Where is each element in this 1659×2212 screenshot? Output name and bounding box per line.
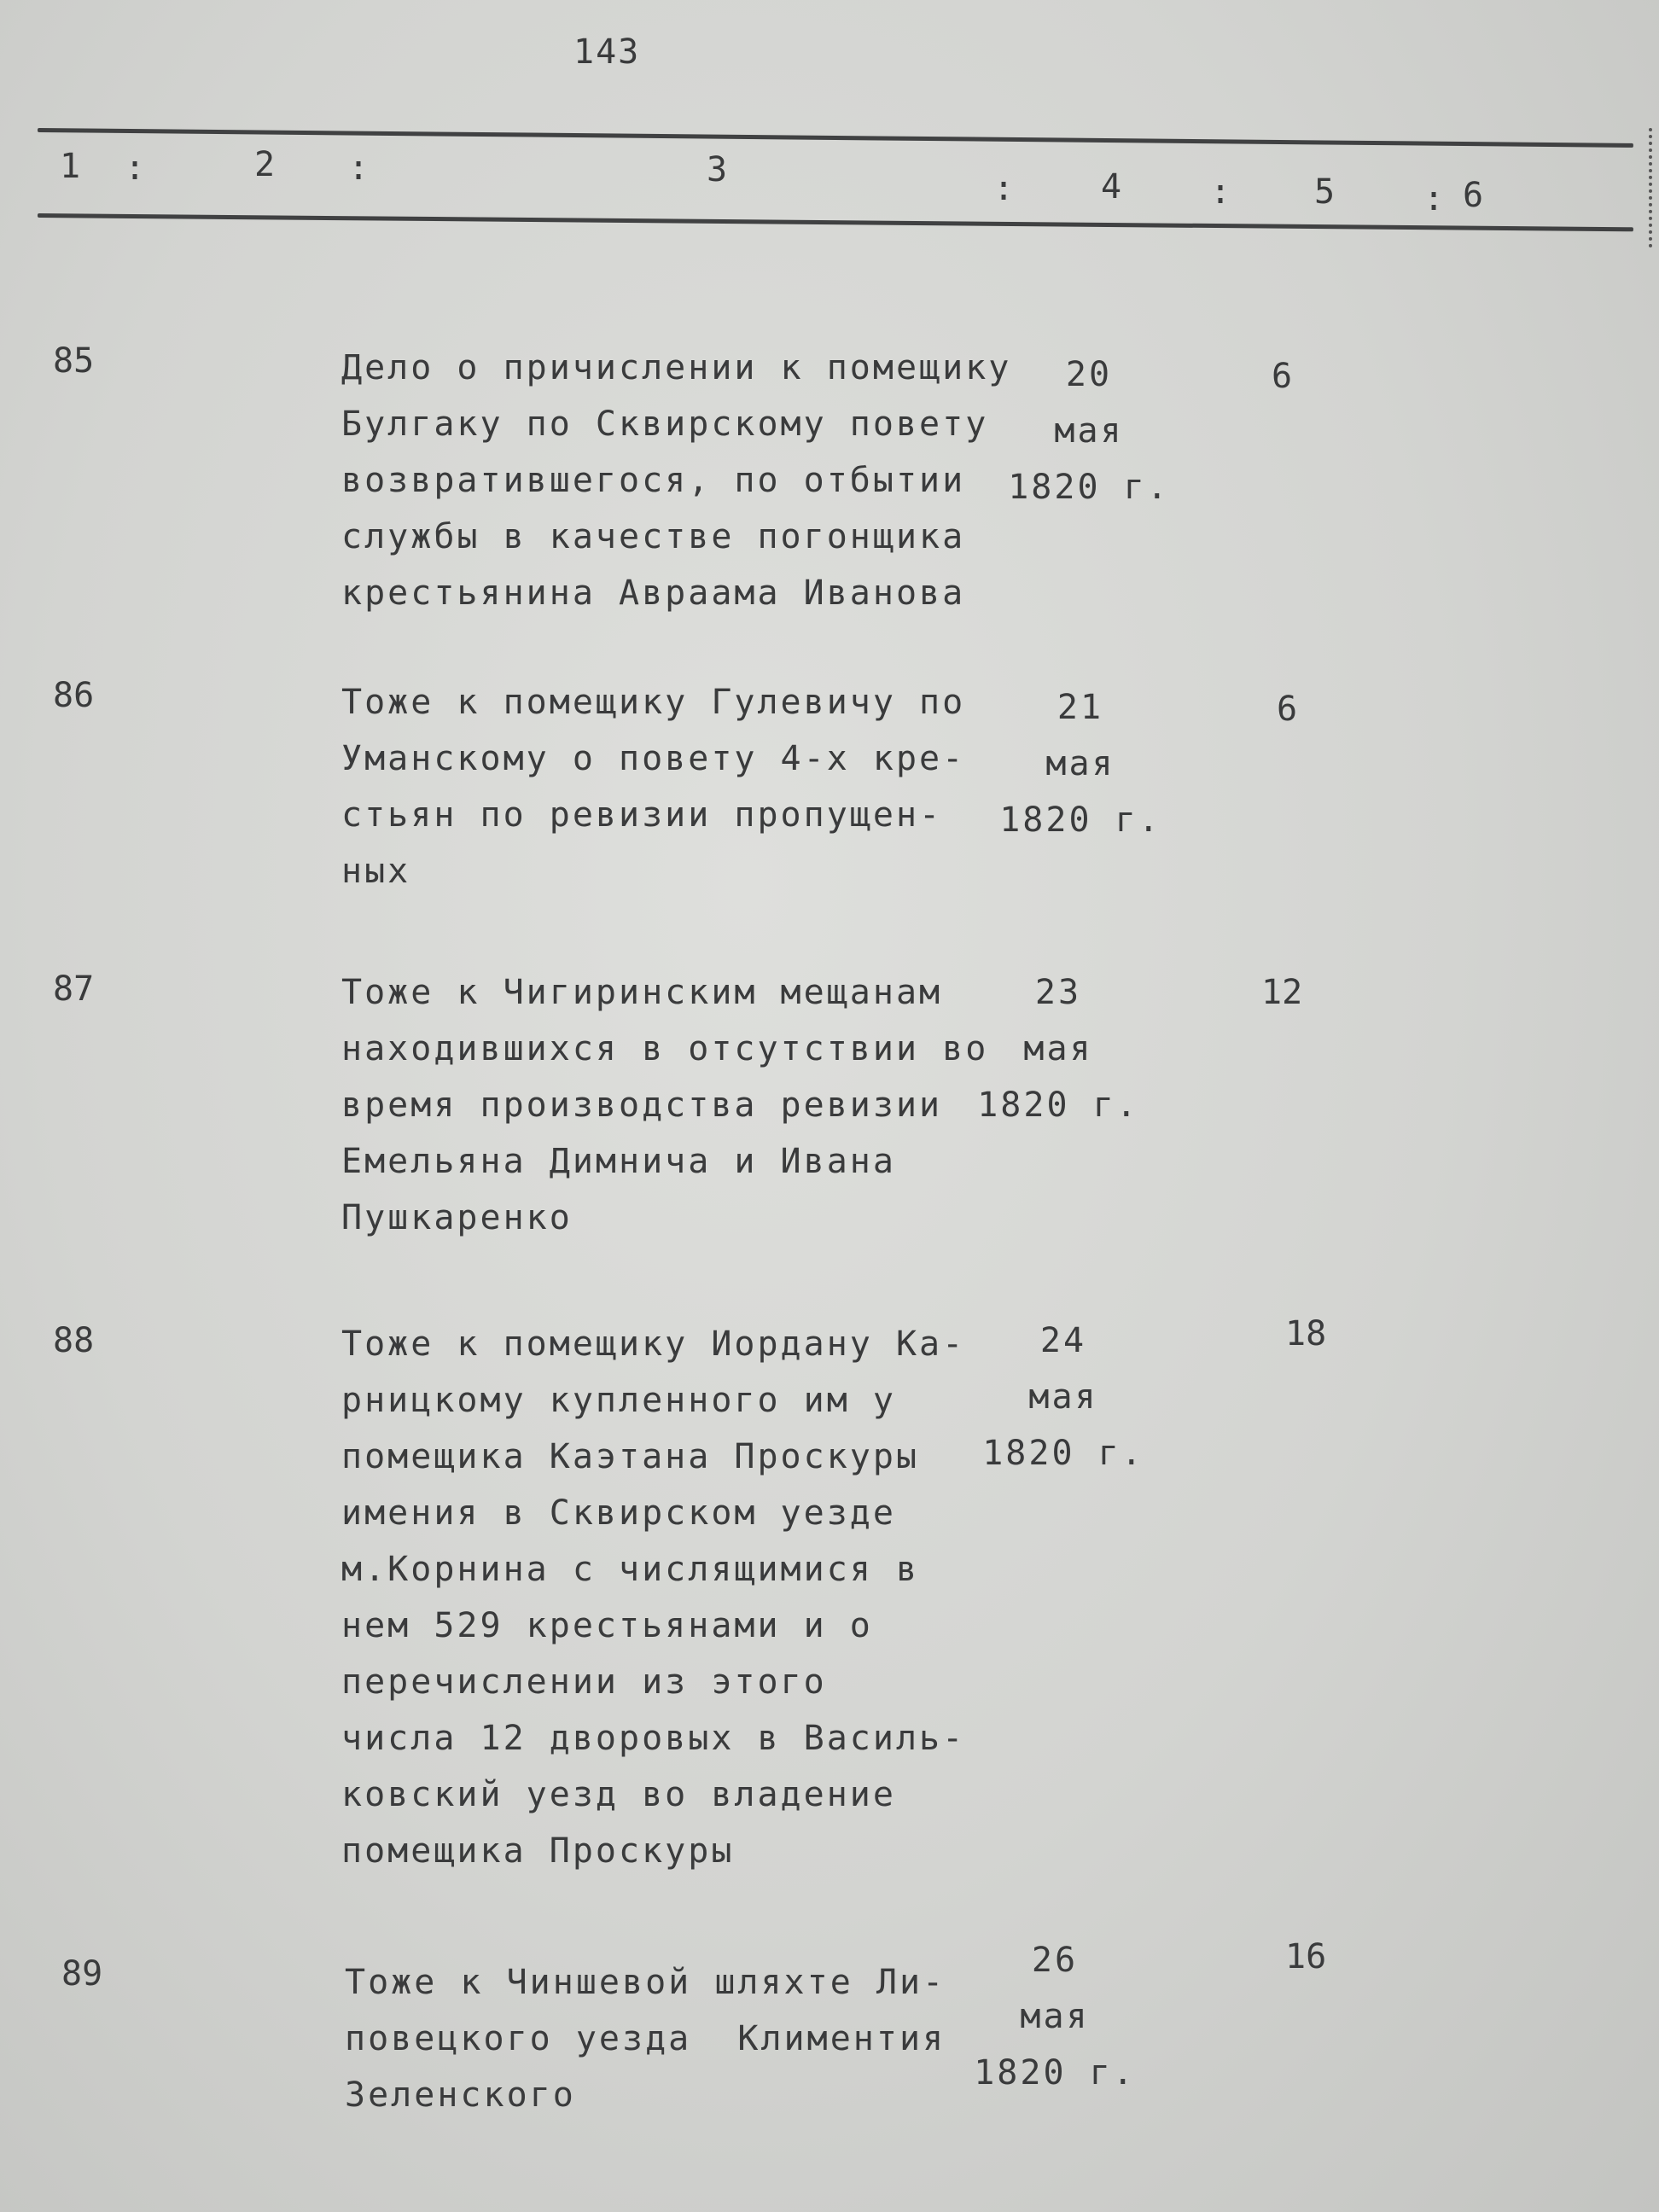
description-line: повецкого уезда Климентия xyxy=(345,2019,946,2058)
description-line: Емельяна Димнича и Ивана xyxy=(341,1142,896,1181)
entry-date xyxy=(969,1313,1157,1481)
entry-description xyxy=(341,674,965,899)
description-line: Уманскому о повету 4-х кре- xyxy=(341,739,966,778)
page-number: 143 xyxy=(573,32,641,72)
description-line: возвратившегося, по отбытии xyxy=(341,461,966,500)
entry-date xyxy=(961,1932,1149,2101)
description-line: находившихся в отсутствии во xyxy=(341,1029,989,1068)
description-line: Пушкаренко xyxy=(341,1198,573,1237)
column-separator: : xyxy=(1423,179,1445,218)
column-separator: : xyxy=(348,148,370,188)
entry-description xyxy=(345,1954,946,2123)
column-separator: : xyxy=(125,148,146,188)
description-line: Тоже к помещику Иордану Ка- xyxy=(341,1324,966,1364)
column-header-5: 5 xyxy=(1314,172,1336,212)
date-month: мая xyxy=(1045,744,1115,783)
date-year: 1820 г. xyxy=(999,800,1161,840)
date-year: 1820 г. xyxy=(977,1086,1139,1125)
date-month: мая xyxy=(1054,411,1124,451)
description-line: рницкому купленного им у xyxy=(341,1381,896,1420)
description-line: стьян по ревизии пропущен- xyxy=(341,795,943,835)
date-month: мая xyxy=(1028,1377,1098,1417)
entry-sheet-count: 12 xyxy=(1261,973,1303,1012)
date-day: 20 xyxy=(1065,355,1113,394)
column-separator: : xyxy=(993,169,1015,208)
entry-sheet-count: 6 xyxy=(1277,690,1298,729)
header-rule-bottom xyxy=(38,213,1633,231)
entry-description xyxy=(341,964,988,1246)
column-header-6: 6 xyxy=(1463,176,1484,215)
description-line: имения в Сквирском уезде xyxy=(341,1493,896,1533)
description-line: нем 529 крестьянами и о xyxy=(341,1606,873,1645)
description-line: службы в качестве погонщика xyxy=(341,517,966,556)
column-header-1: 1 xyxy=(60,147,81,186)
description-line: помещика Проскуры xyxy=(341,1831,735,1871)
column-header-4: 4 xyxy=(1101,167,1122,207)
description-line: Булгаку по Сквирскому повету xyxy=(341,405,989,444)
page-edge-marks xyxy=(1642,128,1652,247)
date-day: 21 xyxy=(1057,688,1104,727)
description-line: помещика Каэтана Проскуры xyxy=(341,1437,920,1476)
entry-date xyxy=(964,964,1152,1133)
date-day: 26 xyxy=(1031,1941,1079,1980)
entry-sheet-count: 6 xyxy=(1272,357,1293,396)
column-header-2: 2 xyxy=(254,145,276,184)
entry-sheet-count: 16 xyxy=(1285,1937,1327,1976)
description-line: Тоже к Чигиринским мещанам xyxy=(341,973,943,1012)
date-year: 1820 г. xyxy=(982,1434,1144,1473)
column-header-3: 3 xyxy=(707,150,728,189)
header-rule-top xyxy=(38,128,1633,148)
description-line: числа 12 дворовых в Василь- xyxy=(341,1719,966,1758)
entry-number: 87 xyxy=(53,969,95,1009)
entry-description xyxy=(341,1316,965,1879)
date-year: 1820 г. xyxy=(1008,468,1170,507)
entry-number: 85 xyxy=(53,341,95,381)
description-line: Зеленского xyxy=(345,2075,576,2115)
column-separator: : xyxy=(1210,172,1231,212)
entry-description xyxy=(341,340,1011,621)
description-line: крестьянина Авраама Иванова xyxy=(341,573,966,613)
entry-number: 86 xyxy=(53,676,95,715)
entry-date xyxy=(995,346,1183,515)
description-line: ковский уезд во владение xyxy=(341,1775,896,1814)
entry-number: 89 xyxy=(61,1954,103,1994)
description-line: время производства ревизии xyxy=(341,1086,943,1125)
date-day: 23 xyxy=(1034,973,1082,1012)
date-month: мая xyxy=(1023,1029,1093,1068)
date-month: мая xyxy=(1020,1997,1090,2036)
entry-date xyxy=(987,679,1174,848)
date-year: 1820 г. xyxy=(974,2053,1136,2093)
date-day: 24 xyxy=(1039,1321,1087,1360)
description-line: м.Корнина с числящимися в xyxy=(341,1550,920,1589)
description-line: Тоже к Чиншевой шляхте Ли- xyxy=(345,1963,946,2002)
entry-number: 88 xyxy=(53,1321,95,1360)
entry-sheet-count: 18 xyxy=(1285,1314,1327,1353)
description-line: ных xyxy=(341,852,411,891)
description-line: Тоже к помещику Гулевичу по xyxy=(341,683,966,722)
description-line: перечислении из этого xyxy=(341,1662,827,1702)
description-line: Дело о причислении к помещику xyxy=(341,348,1012,387)
